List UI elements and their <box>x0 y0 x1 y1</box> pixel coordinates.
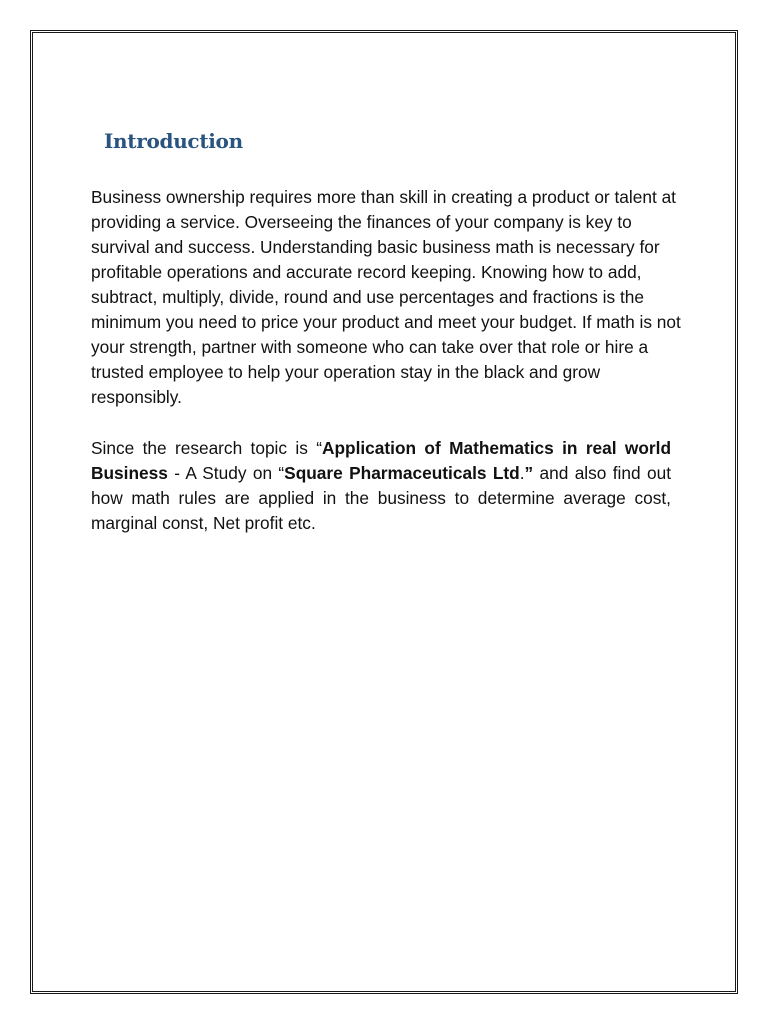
paragraph-text: Since the research topic is “ <box>91 438 322 458</box>
closing-quote: ” <box>524 463 534 483</box>
paragraph-text: and also find out how math rules are applied in the business to determine average cost, marginal const, Net profit etc. <box>91 463 671 533</box>
research-topic-title: Application of Mathematics in real world Business <box>91 438 671 483</box>
paragraph-text: - A Study on “ <box>167 463 285 483</box>
section-heading: Introduction <box>104 129 243 153</box>
company-name: Square Pharmaceuticals Ltd <box>284 463 520 483</box>
research-topic-paragraph <box>91 436 671 536</box>
paragraph-text: . <box>519 463 525 483</box>
intro-paragraph: Business ownership requires more than skill in creating a product or talent at providing a service. Overseeing the finances of your company is key to survival and success. Understanding basic business math is necessary for profitable operations and accurate record keeping. Knowing how to add, subtract, multiply, divide, round and use percentages and fractions is the minimum you need to price your product and meet your budget. If math is not your strength, partner with someone who can take over that role or hire a trusted employee to help your operation stay in the black and grow responsibly. <box>91 187 681 407</box>
